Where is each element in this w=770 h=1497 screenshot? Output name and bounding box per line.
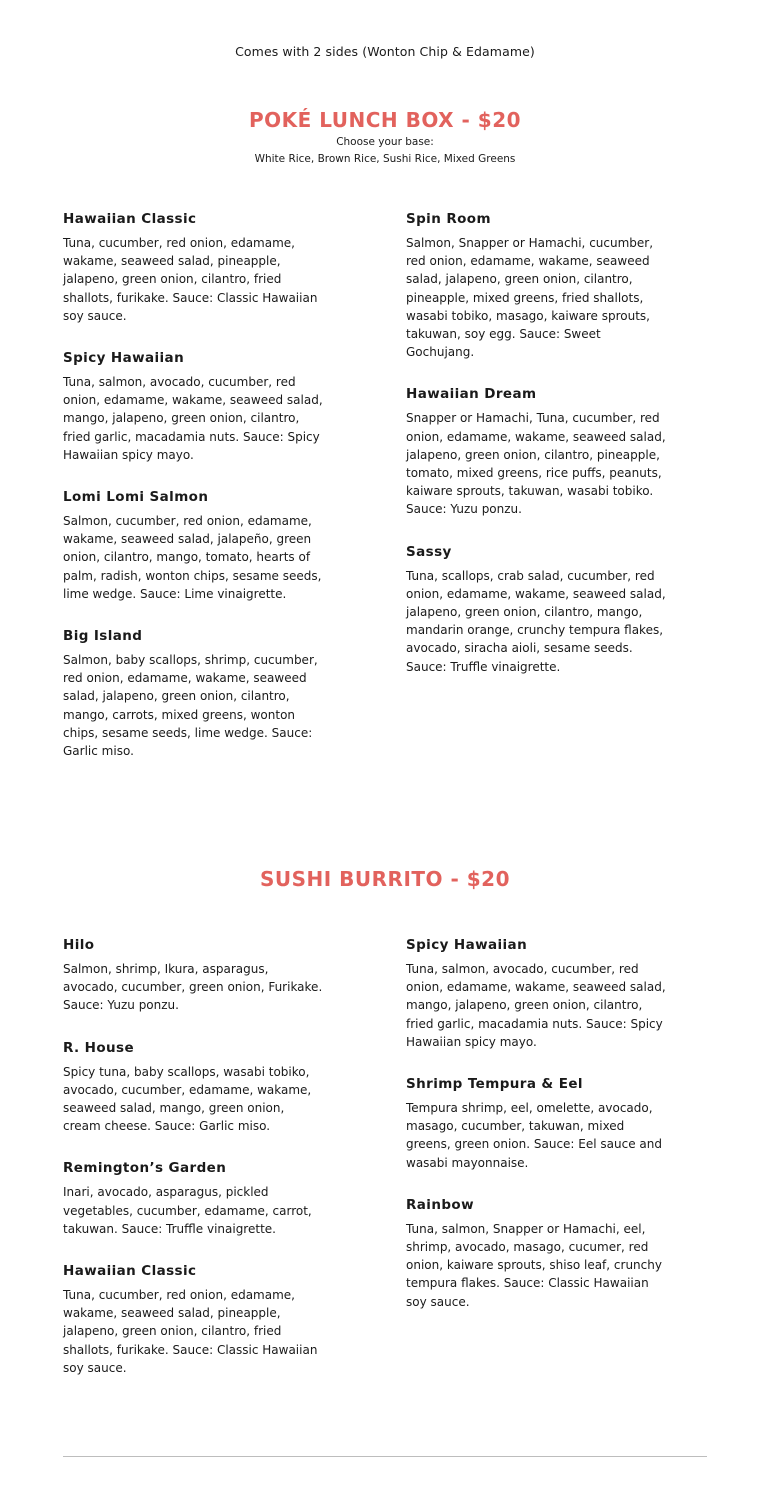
menu-item-description: Tuna, cucumber, red onion, edamame, wakame, seaweed salad, pineapple, jalapeno, green onion, cilantro, fried shallots, furikake. Sauce: Classic Hawaiian soy sauce. xyxy=(63,1288,318,1375)
menu-item xyxy=(406,1196,668,1311)
menu-item-name: Big Island xyxy=(63,628,143,645)
menu-item-description: Tuna, scallops, crab salad, cucumber, red onion, edamame, wakame, seaweed salad, jalapeno, green onion, cilantro, mango, mandarin orange, crunchy tempura flakes, avocado, siracha aioli, sesame seeds. Sauce: Truffle vinaigrette. xyxy=(406,568,666,674)
burrito-left-column xyxy=(63,936,325,1401)
menu-item-name: Rainbow xyxy=(406,1196,474,1213)
menu-item-description: Inari, avocado, asparagus, pickled vegetables, cucumber, edamame, carrot, takuwan. Sauce: Truffle vinaigrette. xyxy=(63,1185,312,1236)
menu-item-name: Spicy Hawaiian xyxy=(63,350,185,367)
menu-item-description: Salmon, shrimp, Ikura, asparagus, avocado, cucumber, green onion, Furikake. Sauce: Yuzu ponzu. xyxy=(63,962,323,1013)
poke-base-options: White Rice, Brown Rice, Sushi Rice, Mixed Greens xyxy=(254,153,516,165)
menu-item xyxy=(406,543,668,676)
intro-note: Comes with 2 sides (Wonton Chip & Edamame) xyxy=(235,44,535,59)
poke-left-column xyxy=(63,210,325,784)
menu-item-name: R. House xyxy=(63,1039,135,1056)
burrito-section-title: SUSHI BURRITO - $20 xyxy=(259,867,511,891)
menu-item xyxy=(406,385,668,518)
menu-item xyxy=(63,210,325,325)
menu-item xyxy=(406,210,668,361)
menu-item xyxy=(63,627,325,760)
menu-item-name: Hilo xyxy=(63,937,95,953)
menu-item-description: Tuna, salmon, avocado, cucumber, red onion, edamame, wakame, seaweed salad, mango, jalapeno, green onion, cilantro, fried garlic, macadamia nuts. Sauce: Spicy Hawaiian spicy mayo. xyxy=(63,375,323,462)
poke-section-title: POKÉ LUNCH BOX - $20 xyxy=(248,108,522,132)
footer-divider xyxy=(63,1456,707,1457)
menu-item-description: Salmon, baby scallops, shrimp, cucumber, red onion, edamame, wakame, seaweed salad, jalapeno, green onion, cilantro, mango, carrots, mixed greens, wonton chips, sesame seeds, lime wedge. Sauce: Garlic miso. xyxy=(63,653,318,759)
menu-item xyxy=(63,1159,325,1238)
menu-item-description: Tuna, salmon, avocado, cucumber, red onion, edamame, wakame, seaweed salad, mango, jalapeno, green onion, cilantro, fried garlic, macadamia nuts. Sauce: Spicy Hawaiian spicy mayo. xyxy=(406,962,666,1049)
menu-item-name: Spin Room xyxy=(406,211,491,227)
menu-item-name: Hawaiian Classic xyxy=(63,211,197,227)
menu-item-name: Remington’s Garden xyxy=(63,1160,227,1177)
poke-right-column xyxy=(406,210,668,700)
menu-item-name: Sassy xyxy=(406,543,452,560)
menu-item xyxy=(63,1262,325,1377)
menu-item xyxy=(63,349,325,464)
menu-item-name: Lomi Lomi Salmon xyxy=(63,489,209,506)
menu-item xyxy=(406,1075,668,1172)
menu-item xyxy=(63,936,325,1015)
menu-item-name: Shrimp Tempura & Eel xyxy=(406,1076,583,1093)
menu-item-description: Tempura shrimp, eel, omelette, avocado, masago, cucumber, takuwan, mixed greens, green onion. Sauce: Eel sauce and wasabi mayonnaise. xyxy=(406,1101,662,1170)
menu-item-name: Hawaiian Dream xyxy=(406,386,537,403)
menu-item-description: Tuna, cucumber, red onion, edamame, wakame, seaweed salad, pineapple, jalapeno, green onion, cilantro, fried shallots, furikake. Sauce: Classic Hawaiian soy sauce. xyxy=(63,236,318,323)
menu-item-description: Tuna, salmon, Snapper or Hamachi, eel, shrimp, avocado, masago, cucumer, red onion, kaiware sprouts, shiso leaf, crunchy tempura flakes. Sauce: Classic Hawaiian soy sauce. xyxy=(406,1221,662,1309)
menu-item-name: Hawaiian Classic xyxy=(63,1263,197,1280)
menu-item-description: Snapper or Hamachi, Tuna, cucumber, red onion, edamame, wakame, seaweed salad, jalapeno, green onion, cilantro, pineapple, tomato, mixed greens, rice puffs, peanuts, kaiware sprouts, takuwan, wasabi tobiko. Sauce: Yuzu ponzu. xyxy=(406,411,666,517)
menu-item-name: Spicy Hawaiian xyxy=(406,937,528,953)
poke-base-label: Choose your base: xyxy=(336,136,434,148)
menu-item xyxy=(406,936,668,1051)
menu-item-description: Salmon, cucumber, red onion, edamame, wakame, seaweed salad, jalapeño, green onion, cilantro, mango, tomato, hearts of palm, radish, wonton chips, sesame seeds, lime wedge. Sauce: Lime vinaigrette. xyxy=(63,514,322,601)
menu-item-description: Salmon, Snapper or Hamachi, cucumber, red onion, edamame, wakame, seaweed salad, jalapeno, green onion, cilantro, pineapple, mixed greens, fried shallots, wasabi tobiko, masago, kaiware sprouts, takuwan, soy egg. Sauce: Sweet Gochujang. xyxy=(406,236,654,360)
menu-item xyxy=(63,1039,325,1136)
burrito-right-column xyxy=(406,936,668,1335)
menu-item-description: Spicy tuna, baby scallops, wasabi tobiko, avocado, cucumber, edamame, wakame, seaweed salad, mango, green onion, cream cheese. Sauce: Garlic miso. xyxy=(63,1064,312,1134)
menu-item xyxy=(63,488,325,603)
